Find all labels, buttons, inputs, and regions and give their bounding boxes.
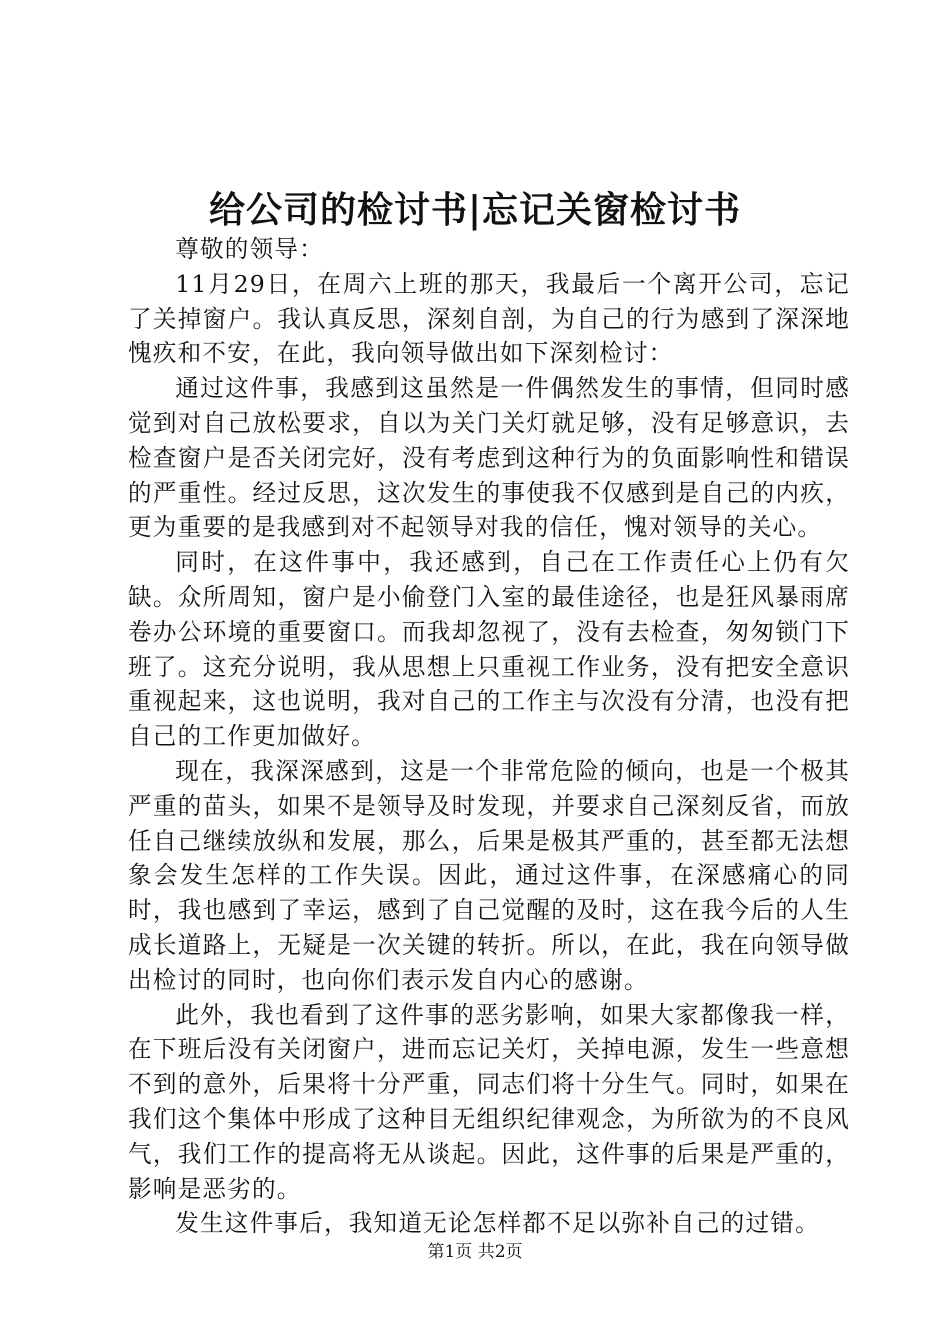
paragraph-6: 发生这件事后，我知道无论怎样都不足以弥补自己的过错。 <box>175 1209 820 1238</box>
paragraph-2: 通过这件事，我感到这虽然是一件偶然发生的事情，但同时感觉到对自己放松要求，自以为关门关灯就足够，没有足够意识，去检查窗户是否关闭完好，没有考虑到这种行为的负面影响性和错误的严重性。经过反思，这次发生的事使我不仅感到是自己的内疚，更为重要的是我感到对不起领导对我的信任，愧对领导的关心。 <box>128 374 850 542</box>
paragraph-5: 此外，我也看到了这件事的恶劣影响，如果大家都像我一样，在下班后没有关闭窗户，进而忘记关灯，关掉电源，发生一些意想不到的意外，后果将十分严重，同志们将十分生气。同时，如果在我们这个集体中形成了这种目无组织纪律观念，为所欲为的不良风气，我们工作的提高将无从谈起。因此，这件事的后果是严重的，影响是恶劣的。 <box>128 1000 850 1203</box>
document-title: 给公司的检讨书|忘记关窗检讨书 <box>208 189 742 231</box>
paragraph-1: 11月29日，在周六上班的那天，我最后一个离开公司，忘记了关掉窗户。我认真反思，深刻自剖，为自己的行为感到了深深地愧疚和不安，在此，我向领导做出如下深刻检讨： <box>128 269 850 368</box>
paragraph-4: 现在，我深深感到，这是一个非常危险的倾向，也是一个极其严重的苗头，如果不是领导及时发现，并要求自己深刻反省，而放任自己继续放纵和发展，那么，后果是极其严重的，甚至都无法想象会发生怎样的工作失误。因此，通过这件事，在深感痛心的同时，我也感到了幸运，感到了自己觉醒的及时，这在我今后的人生成长道路上，无疑是一次关键的转折。所以，在此，我在向领导做出检讨的同时，也向你们表示发自内心的感谢。 <box>128 756 850 994</box>
document-body <box>128 232 850 1241</box>
paragraph-3: 同时，在这件事中，我还感到，自己在工作责任心上仍有欠缺。众所周知，窗户是小偷登门入室的最佳途径，也是狂风暴雨席卷办公环境的重要窗口。而我却忽视了，没有去检查，匆匆锁门下班了。这充分说明，我从思想上只重视工作业务，没有把安全意识重视起来，这也说明，我对自己的工作主与次没有分清，也没有把自己的工作更加做好。 <box>128 548 850 751</box>
page-footer: 第1页 共2页 <box>427 1242 523 1262</box>
salutation: 尊敬的领导： <box>175 235 324 263</box>
